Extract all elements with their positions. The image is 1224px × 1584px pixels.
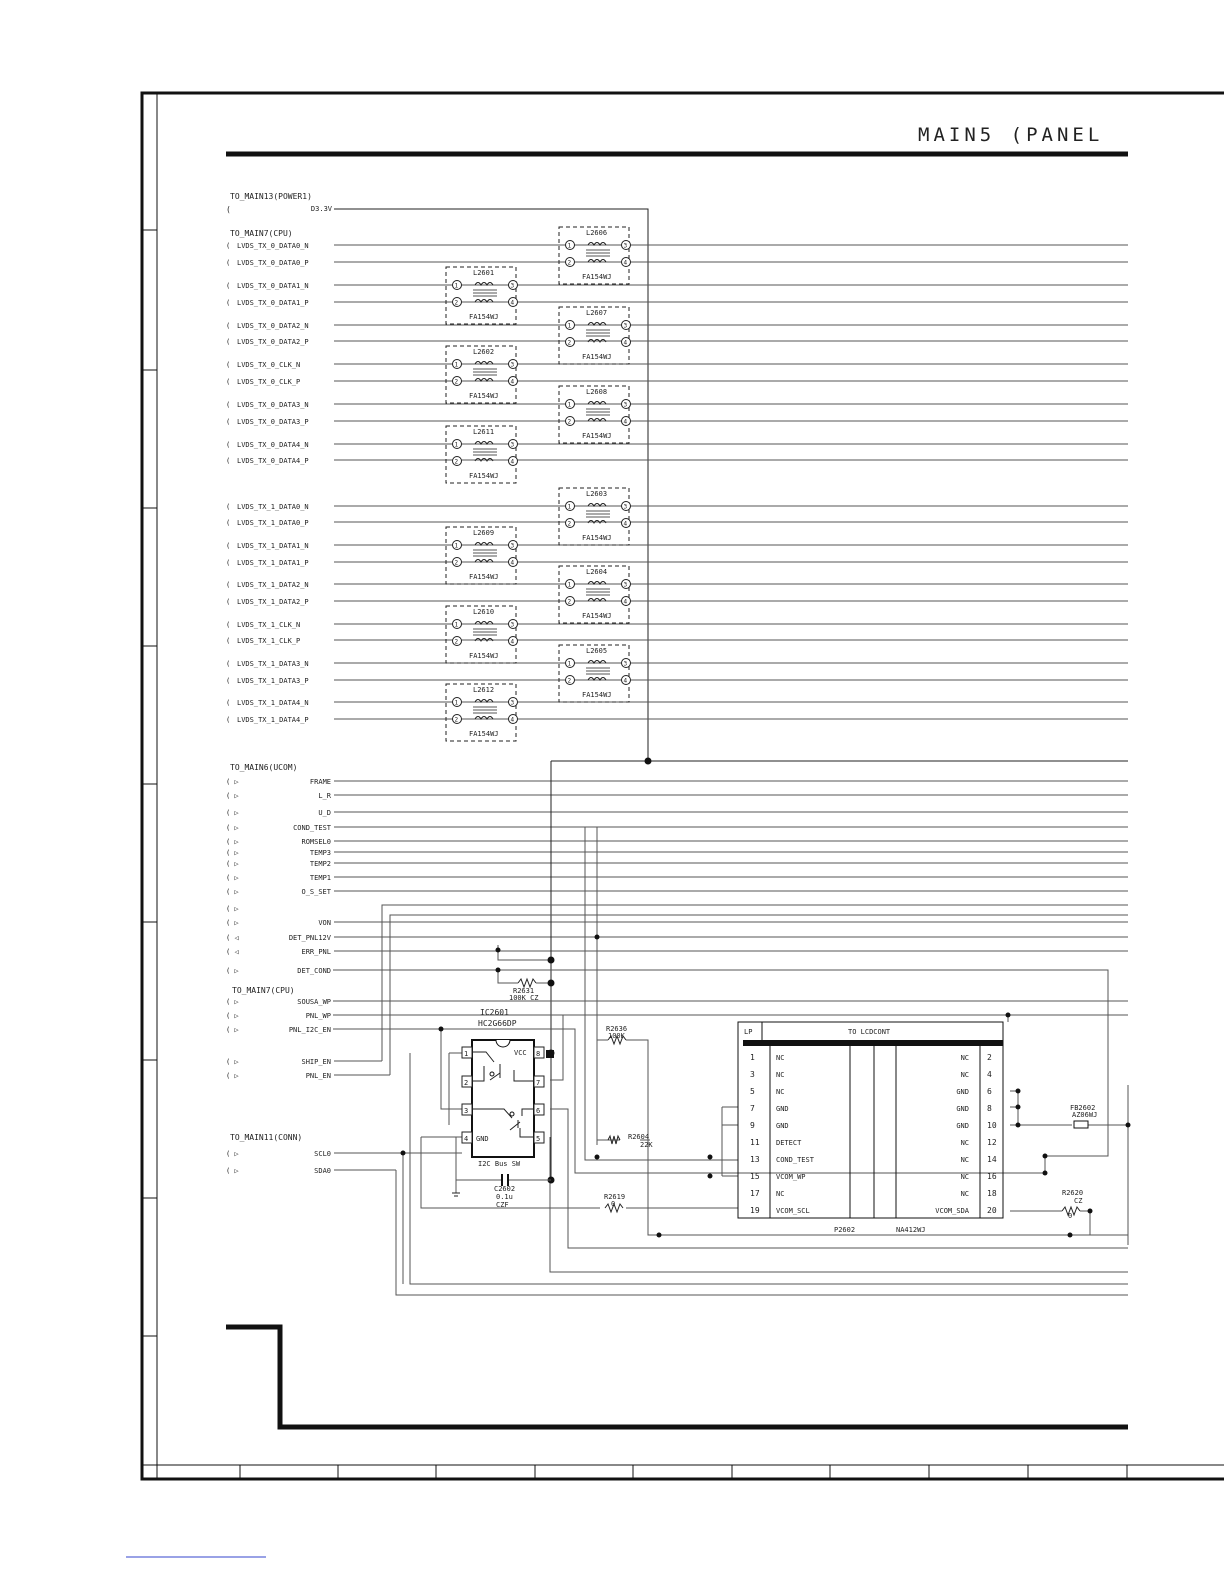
lvds-signal-label: LVDS_TX_0_DATA1_N	[237, 282, 309, 290]
lvds-signal-label: LVDS_TX_1_DATA4_P	[237, 716, 309, 724]
filter-pin-number: 3	[623, 401, 628, 409]
ucom-signal-label: TEMP1	[309, 874, 331, 882]
filter-pin-number: 3	[510, 542, 515, 550]
lvds-signal-label: LVDS_TX_0_DATA2_P	[237, 338, 309, 346]
connector-pin-even: 20	[987, 1206, 997, 1215]
lvds-port-bracket: (	[226, 242, 231, 250]
lvds-signal-label: LVDS_TX_1_DATA1_P	[237, 559, 309, 567]
lvds-port-bracket: (	[226, 378, 231, 386]
ic-pin-8: 8	[536, 1050, 541, 1058]
connector-pin-odd: 7	[750, 1104, 755, 1113]
filter-part: FA154WJ	[582, 534, 612, 542]
lvds-signal-label: LVDS_TX_0_DATA3_N	[237, 401, 309, 409]
filter-pin-number: 2	[454, 716, 459, 724]
lvds-port-bracket: (	[226, 637, 231, 645]
connector-right-signal: GND	[956, 1122, 969, 1130]
filter-l2611	[446, 426, 518, 483]
lvds-signal-label: LVDS_TX_0_DATA3_P	[237, 418, 309, 426]
filter-pin-number: 3	[623, 503, 628, 511]
filter-pin-number: 3	[510, 441, 515, 449]
resistor-r2636	[606, 1025, 627, 1044]
conn-port-symbol: ( ▷	[226, 1150, 239, 1158]
lvds-signal-label: LVDS_TX_1_CLK_N	[237, 621, 301, 629]
r2620-value2: 0	[1068, 1212, 1073, 1220]
filter-pin-number: 4	[623, 259, 628, 267]
connector-pin-even: 2	[987, 1053, 992, 1062]
filter-pin-number: 4	[623, 339, 628, 347]
ic-vcc-label: VCC	[514, 1049, 527, 1057]
resistor-r2620	[1062, 1189, 1083, 1220]
filter-ref: L2608	[586, 388, 608, 396]
filter-l2601	[446, 267, 518, 324]
connector-left-signal: NC	[776, 1071, 785, 1079]
ucom-port-symbol: ( ▷	[226, 792, 239, 800]
ic-caption: I2C Bus SW	[478, 1160, 521, 1168]
ucom-signal-label: TEMP3	[309, 849, 331, 857]
cpu2-signal-label: PNL_WP	[305, 1012, 331, 1020]
lvds-port-bracket: (	[226, 299, 231, 307]
filter-pin-number: 3	[623, 242, 628, 250]
connector-left-signal: NC	[776, 1088, 785, 1096]
ucom-signal-label: O_S_SET	[301, 888, 331, 896]
ucom-signal-label: FRAME	[309, 778, 331, 786]
filter-pin-number: 1	[567, 581, 572, 589]
lvds-signal-label: LVDS_TX_1_DATA2_N	[237, 581, 309, 589]
lvds-signal-label: LVDS_TX_1_DATA3_P	[237, 677, 309, 685]
fb2602-ref: FB2602	[1070, 1104, 1096, 1112]
filter-pin-number: 1	[567, 503, 572, 511]
lvds-signal-label: LVDS_TX_0_DATA1_P	[237, 299, 309, 307]
connector-pin-even: 8	[987, 1104, 992, 1113]
filter-pin-number: 2	[454, 559, 459, 567]
c2602-ref: C2602	[494, 1185, 516, 1193]
bottom-border-bar	[226, 1327, 1128, 1427]
filter-pin-number: 2	[454, 638, 459, 646]
connector-left-signal: VCOM_WP	[776, 1173, 806, 1181]
lvds-port-bracket: (	[226, 621, 231, 629]
resistor-r2604	[608, 1133, 653, 1149]
filter-ref: L2611	[473, 428, 495, 436]
resistor-r2619	[604, 1193, 625, 1212]
filter-part: FA154WJ	[582, 273, 612, 281]
r2631-value: 100K CZ	[509, 994, 539, 1002]
ucom-signal-label: ROMSEL0	[301, 838, 331, 846]
ucom-port-symbol: ( ▷	[226, 919, 239, 927]
lvds-header: TO_MAIN7(CPU)	[230, 229, 293, 238]
lvds-port-bracket: (	[226, 418, 231, 426]
ucom-port-symbol: ( ▷	[226, 838, 239, 846]
sheet-title: MAIN5 (PANEL	[918, 124, 1104, 146]
ic-ref: IC2601	[480, 1008, 509, 1017]
power-signal-label: D3.3V	[310, 205, 332, 213]
filter-pin-number: 4	[510, 458, 515, 466]
connector-ref: P2602	[834, 1226, 856, 1234]
filter-pin-number: 4	[623, 677, 628, 685]
connector-rows	[750, 1053, 997, 1215]
filter-pin-number: 1	[567, 322, 572, 330]
connector-pin-even: 4	[987, 1070, 992, 1079]
filter-pin-number: 3	[510, 361, 515, 369]
filter-pin-number: 3	[623, 322, 628, 330]
connector-pin-odd: 17	[750, 1189, 760, 1198]
lvds-signal-label: LVDS_TX_1_DATA1_N	[237, 542, 309, 550]
connector-left-signal: GND	[776, 1122, 789, 1130]
connector-right-signal: NC	[960, 1071, 969, 1079]
cpu2-port-symbol: ( ▷	[226, 998, 239, 1006]
filter-pin-number: 2	[567, 520, 572, 528]
connector-pin-even: 12	[987, 1138, 997, 1147]
ucom-signal-label: COND_TEST	[293, 824, 331, 832]
lvds-signal-label: LVDS_TX_0_DATA4_N	[237, 441, 309, 449]
ucom-port-symbol: ( ▷	[226, 905, 239, 913]
filter-l2612	[446, 684, 518, 741]
cpu2-header: TO_MAIN7(CPU)	[232, 986, 295, 995]
ucom-signal-label: DET_PNL12V	[288, 934, 331, 942]
c2602-value2: CZF	[496, 1201, 509, 1209]
ucom-port-symbol: ( ◁	[226, 948, 239, 956]
cpu2-signal-label: SHIP_EN	[301, 1058, 331, 1066]
ic-pin-1: 1	[464, 1050, 469, 1058]
filter-part: FA154WJ	[582, 353, 612, 361]
filter-pin-number: 3	[510, 699, 515, 707]
connector-pin-odd: 1	[750, 1053, 755, 1062]
cpu2-signal-label: PNL_EN	[305, 1072, 331, 1080]
ucom-signal-label: VON	[318, 919, 331, 927]
filter-ref: L2607	[586, 309, 608, 317]
filter-l2609	[446, 527, 518, 584]
connector-right-signal: NC	[960, 1190, 969, 1198]
lvds-signal-label: LVDS_TX_0_DATA2_N	[237, 322, 309, 330]
connector-pin-odd: 19	[750, 1206, 760, 1215]
cpu2-signal-label: PNL_I2C_EN	[288, 1026, 331, 1034]
filter-ref: L2605	[586, 647, 608, 655]
conn-signal-group	[226, 1150, 462, 1175]
r2604-ref: R2604	[628, 1133, 650, 1141]
ucom-header: TO_MAIN6(UCOM)	[230, 763, 298, 772]
lvds-port-bracket: (	[226, 598, 231, 606]
connector-p2602	[738, 1022, 1003, 1234]
filter-ref: L2609	[473, 529, 495, 537]
cpu2-port-symbol: ( ▷	[226, 1058, 239, 1066]
lvds-port-bracket: (	[226, 259, 231, 267]
connector-pin-even: 10	[987, 1121, 997, 1130]
connector-left-signal: NC	[776, 1054, 785, 1062]
filter-l2608	[559, 386, 631, 443]
connector-left-signal: COND_TEST	[776, 1156, 814, 1164]
lvds-signal-group	[226, 242, 1128, 724]
ucom-port-symbol: ( ▷	[226, 778, 239, 786]
filter-pin-number: 1	[454, 441, 459, 449]
ic-gnd-label: GND	[476, 1135, 489, 1143]
ucom-port-symbol: ( ▷	[226, 849, 239, 857]
lvds-signal-label: LVDS_TX_0_CLK_N	[237, 361, 301, 369]
ucom-signal-group	[226, 778, 1128, 975]
filter-pin-number: 4	[623, 520, 628, 528]
filter-pin-number: 2	[567, 598, 572, 606]
filter-part: FA154WJ	[582, 691, 612, 699]
filter-pin-number: 4	[510, 559, 515, 567]
filter-part: FA154WJ	[469, 573, 499, 581]
conn-port-symbol: ( ▷	[226, 1167, 239, 1175]
filter-pin-number: 4	[510, 638, 515, 646]
filter-pin-number: 2	[454, 299, 459, 307]
filter-pin-number: 4	[510, 378, 515, 386]
connector-left-signal: GND	[776, 1105, 789, 1113]
lvds-port-bracket: (	[226, 581, 231, 589]
lvds-port-bracket: (	[226, 559, 231, 567]
filter-ref: L2603	[586, 490, 608, 498]
filter-pin-number: 3	[510, 621, 515, 629]
connector-right-signal: NC	[960, 1054, 969, 1062]
filter-pin-number: 2	[454, 458, 459, 466]
lvds-port-bracket: (	[226, 519, 231, 527]
lvds-port-bracket: (	[226, 282, 231, 290]
conn-signal-label: SDA0	[314, 1167, 331, 1175]
cpu2-port-symbol: ( ▷	[226, 1072, 239, 1080]
connector-left-signal: DETECT	[776, 1139, 802, 1147]
filter-pin-number: 4	[623, 418, 628, 426]
common-mode-filter-group	[446, 227, 631, 741]
cpu2-port-symbol: ( ▷	[226, 1026, 239, 1034]
connector-right-signal: NC	[960, 1139, 969, 1147]
resistor-r2631	[509, 979, 539, 1002]
conn-signal-label: SCL0	[314, 1150, 331, 1158]
filter-pin-number: 1	[567, 660, 572, 668]
cpu2-port-symbol: ( ▷	[226, 1012, 239, 1020]
lvds-port-bracket: (	[226, 361, 231, 369]
filter-part: FA154WJ	[469, 313, 499, 321]
lvds-port-bracket: (	[226, 401, 231, 409]
ic-part: HC2G66DP	[478, 1019, 517, 1028]
ic-pin-7: 7	[536, 1079, 541, 1087]
lvds-signal-label: LVDS_TX_0_DATA4_P	[237, 457, 309, 465]
filter-pin-number: 2	[567, 677, 572, 685]
filter-pin-number: 3	[623, 660, 628, 668]
connector-pin-odd: 9	[750, 1121, 755, 1130]
filter-pin-number: 1	[567, 242, 572, 250]
power-port-bracket: (	[226, 205, 231, 214]
connector-pin-odd: 15	[750, 1172, 760, 1181]
ucom-port-symbol: ( ▷	[226, 860, 239, 868]
ucom-signal-label: ERR_PNL	[301, 948, 331, 956]
filter-pin-number: 1	[454, 361, 459, 369]
filter-pin-number: 2	[567, 418, 572, 426]
connector-pin-odd: 3	[750, 1070, 755, 1079]
lvds-signal-label: LVDS_TX_1_CLK_P	[237, 637, 301, 645]
connector-right-signal: GND	[956, 1088, 969, 1096]
connector-pin-even: 16	[987, 1172, 997, 1181]
lvds-port-bracket: (	[226, 322, 231, 330]
r2604-value: 22K	[640, 1141, 653, 1149]
ic-pin-3: 3	[464, 1107, 469, 1115]
ucom-port-symbol: ( ▷	[226, 888, 239, 896]
conn-header: TO_MAIN11(CONN)	[230, 1133, 303, 1142]
connector-part: NA412WJ	[896, 1226, 926, 1234]
c2602-value: 0.1u	[496, 1193, 513, 1201]
lvds-port-bracket: (	[226, 716, 231, 724]
lvds-port-bracket: (	[226, 660, 231, 668]
filter-pin-number: 2	[567, 339, 572, 347]
lvds-port-bracket: (	[226, 699, 231, 707]
ucom-signal-label: TEMP2	[309, 860, 331, 868]
lvds-port-bracket: (	[226, 542, 231, 550]
ucom-port-symbol: ( ▷	[226, 874, 239, 882]
ic-pins	[462, 1047, 544, 1143]
filter-l2605	[559, 645, 631, 702]
filter-part: FA154WJ	[469, 472, 499, 480]
lvds-signal-label: LVDS_TX_0_DATA0_P	[237, 259, 309, 267]
connector-right-signal: VCOM_SDA	[935, 1207, 969, 1215]
ic-pin-5: 5	[536, 1135, 541, 1143]
filter-pin-number: 1	[454, 282, 459, 290]
lvds-port-bracket: (	[226, 338, 231, 346]
r2636-value: 100K	[608, 1032, 625, 1040]
ic2601	[462, 1008, 554, 1168]
filter-l2602	[446, 346, 518, 403]
filter-pin-number: 3	[623, 581, 628, 589]
lvds-port-bracket: (	[226, 503, 231, 511]
ucom-port-symbol: ( ▷	[226, 967, 239, 975]
filter-l2603	[559, 488, 631, 545]
filter-l2606	[559, 227, 631, 284]
connector-pin-odd: 5	[750, 1087, 755, 1096]
connector-right-signal: NC	[960, 1173, 969, 1181]
filter-pin-number: 1	[567, 401, 572, 409]
lvds-signal-label: LVDS_TX_1_DATA0_N	[237, 503, 309, 511]
filter-pin-number: 4	[510, 299, 515, 307]
ic-pin-6: 6	[536, 1107, 541, 1115]
r2620-value: CZ	[1074, 1197, 1083, 1205]
capacitor-c2602	[456, 1174, 551, 1209]
filter-ref: L2602	[473, 348, 495, 356]
connector-left-signal: VCOM_SCL	[776, 1207, 810, 1215]
filter-pin-number: 4	[623, 598, 628, 606]
filter-ref: L2601	[473, 269, 495, 277]
connector-pin-odd: 11	[750, 1138, 760, 1147]
lvds-port-bracket: (	[226, 441, 231, 449]
filter-ref: L2604	[586, 568, 608, 576]
filter-pin-number: 2	[454, 378, 459, 386]
filter-part: FA154WJ	[469, 392, 499, 400]
r2619-value: 0	[611, 1200, 616, 1208]
ferrite-bead-fb2602	[1070, 1104, 1097, 1128]
r2620-ref: R2620	[1062, 1189, 1084, 1197]
lvds-signal-label: LVDS_TX_1_DATA2_P	[237, 598, 309, 606]
filter-pin-number: 1	[454, 621, 459, 629]
filter-ref: L2610	[473, 608, 495, 616]
ucom-port-symbol: ( ◁	[226, 934, 239, 942]
filter-l2604	[559, 566, 631, 623]
connector-left-signal: NC	[776, 1190, 785, 1198]
ic-pin-4: 4	[464, 1135, 469, 1143]
filter-pin-number: 1	[454, 542, 459, 550]
ucom-signal-label: DET_COND	[297, 967, 331, 975]
filter-part: FA154WJ	[582, 612, 612, 620]
lvds-signal-label: LVDS_TX_0_DATA0_N	[237, 242, 309, 250]
lvds-signal-label: LVDS_TX_0_CLK_P	[237, 378, 301, 386]
ucom-signal-label: U_D	[318, 809, 331, 817]
filter-ref: L2612	[473, 686, 495, 694]
connector-right-signal: NC	[960, 1156, 969, 1164]
ucom-port-symbol: ( ▷	[226, 824, 239, 832]
filter-ref: L2606	[586, 229, 608, 237]
ic-pin-2: 2	[464, 1079, 469, 1087]
filter-pin-number: 4	[510, 716, 515, 724]
cpu2-signal-label: SOUSA_WP	[297, 998, 331, 1006]
connector-pin-even: 18	[987, 1189, 997, 1198]
filter-part: FA154WJ	[469, 652, 499, 660]
filter-pin-number: 1	[454, 699, 459, 707]
filter-l2610	[446, 606, 518, 663]
filter-part: FA154WJ	[469, 730, 499, 738]
ground-symbol	[452, 1193, 460, 1196]
cpu2-signal-group	[226, 998, 390, 1080]
lvds-signal-label: LVDS_TX_1_DATA0_P	[237, 519, 309, 527]
lvds-port-bracket: (	[226, 457, 231, 465]
power-header: TO_MAIN13(POWER1)	[230, 192, 312, 201]
filter-l2607	[559, 307, 631, 364]
connector-pin-even: 14	[987, 1155, 997, 1164]
lvds-port-bracket: (	[226, 677, 231, 685]
fb2602-value: AZ06WJ	[1072, 1111, 1098, 1119]
r2619-ref: R2619	[604, 1193, 626, 1201]
connector-pin-odd: 13	[750, 1155, 760, 1164]
ucom-signal-label: L_R	[318, 792, 331, 800]
connector-pin-even: 6	[987, 1087, 992, 1096]
filter-part: FA154WJ	[582, 432, 612, 440]
connector-lp-label: LP	[744, 1028, 753, 1036]
connector-title: TO LCDCONT	[848, 1028, 891, 1036]
r2636-ref: R2636	[606, 1025, 628, 1033]
filter-pin-number: 2	[567, 259, 572, 267]
ic-switch-symbols	[472, 1052, 534, 1137]
ucom-port-symbol: ( ▷	[226, 809, 239, 817]
filter-pin-number: 3	[510, 282, 515, 290]
lvds-signal-label: LVDS_TX_1_DATA4_N	[237, 699, 309, 707]
lvds-signal-label: LVDS_TX_1_DATA3_N	[237, 660, 309, 668]
connector-right-signal: GND	[956, 1105, 969, 1113]
r2631-ref: R2631	[513, 987, 535, 995]
